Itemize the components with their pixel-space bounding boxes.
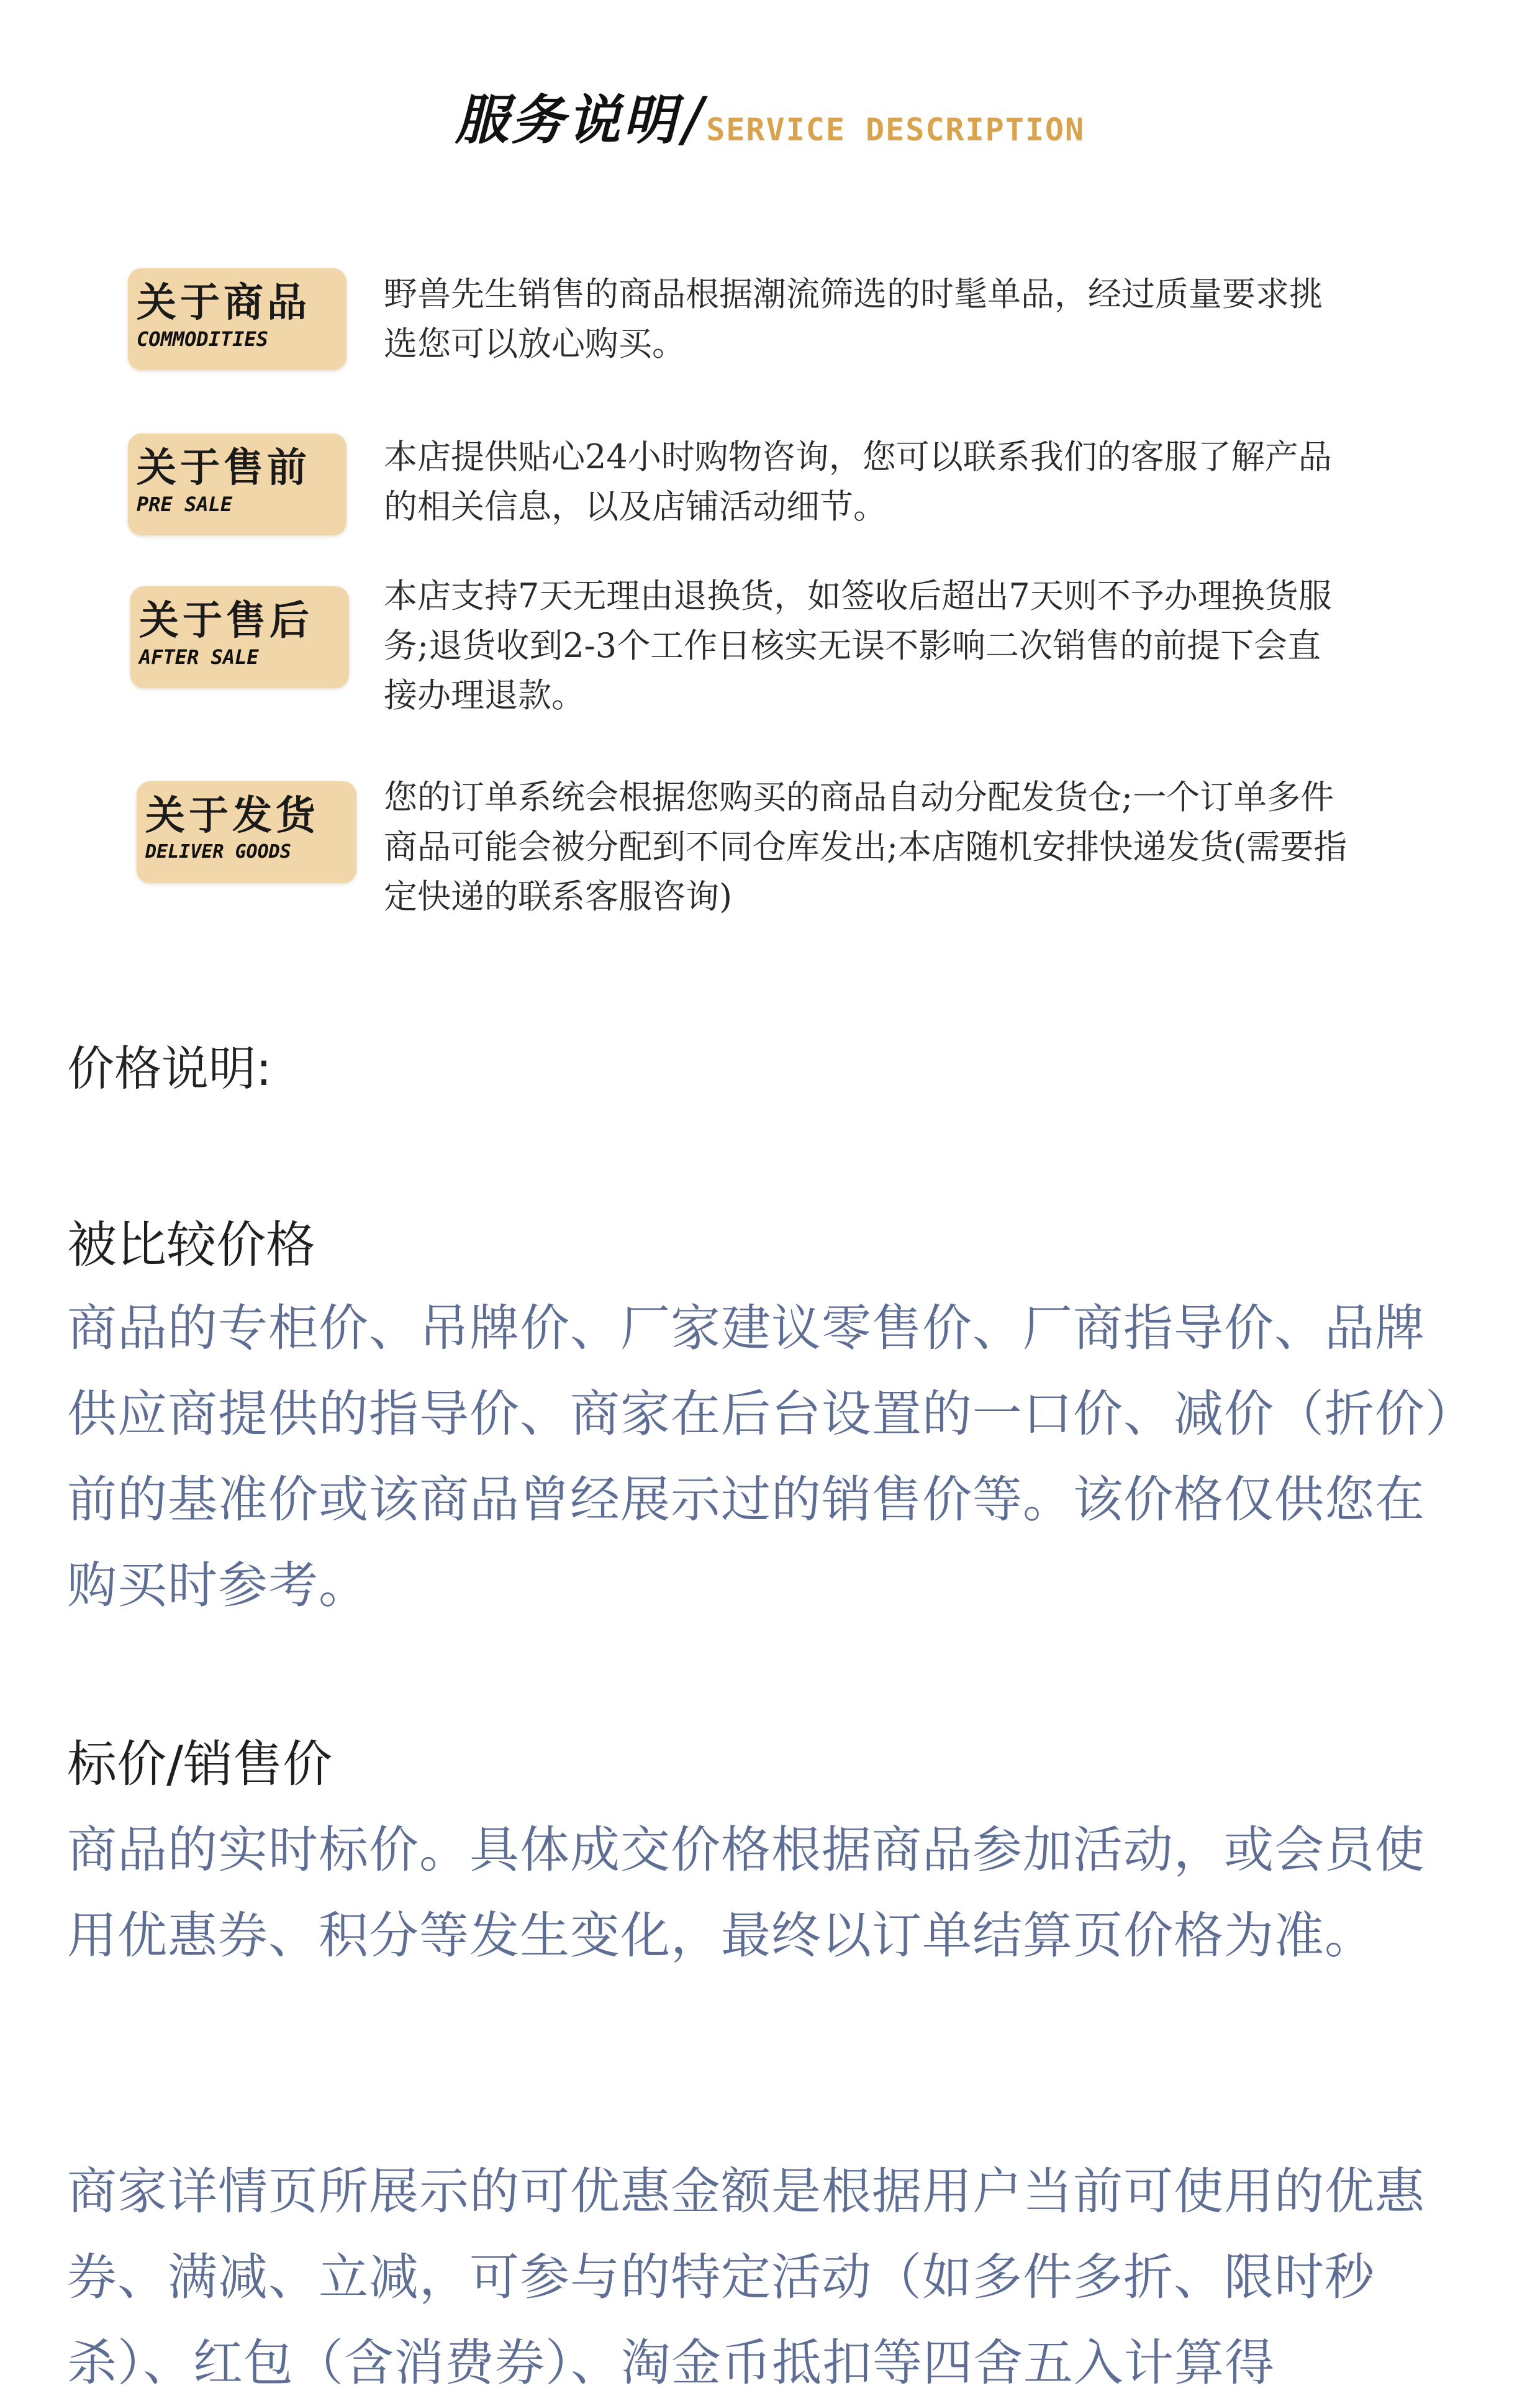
service-text-after-sale: 本店支持7天无理由退换货，如签收后超出7天则不予办理换货服务;退货收到2-3个工作日核实无误不影响二次销售的前提下会直接办理退款。 (384, 576, 1332, 715)
header-title-en: SERVICE DESCRIPTION (706, 112, 1085, 148)
badge-deliver-goods (137, 781, 356, 883)
service-text-deliver-goods: 您的订单系统会根据您购买的商品自动分配发货仓;一个订单多件商品可能会被分配到不同仓库发出;本店随机安排快递发货(需要指定快递的联系客服咨询) (384, 778, 1348, 916)
list-price-title: 标价/销售价 (67, 1735, 332, 1793)
badge-label-cn: 关于售前 (137, 445, 310, 491)
price-section-title: 价格说明: (67, 1041, 272, 1096)
badge-pre-sale (128, 434, 346, 535)
service-text-pre-sale: 本店提供贴心24小时购物咨询，您可以联系我们的客服了解产品的相关信息，以及店铺活动细节。 (384, 437, 1332, 526)
header-slash: / (682, 84, 703, 154)
badge-label-cn: 关于商品 (137, 279, 310, 326)
badge-label-en: COMMODITIES (137, 327, 268, 351)
service-text-commodities: 野兽先生销售的商品根据潮流筛选的时髦单品，经过质量要求挑选您可以放心购买。 (384, 275, 1323, 363)
discount-amount-text: 商家详情页所展示的可优惠金额是根据用户当前可使用的优惠券、满减、立减，可参与的特定活动（如多件多折、限时秒杀）、红包（含消费券）、淘金币抵扣等四舍五入计算得 (67, 2163, 1425, 2392)
badge-after-sale (130, 586, 349, 688)
compared-price-text: 商品的专柜价、吊牌价、厂家建议零售价、厂商指导价、品牌供应商提供的指导价、商家在后台设置的一口价、减价（折价）前的基准价或该商品曾经展示过的销售价等。该价格仅供您在购买时参考。 (67, 1299, 1451, 1614)
badge-commodities (128, 268, 346, 370)
badge-label-cn: 关于售后 (139, 597, 313, 644)
list-price-text: 商品的实时标价。具体成交价格根据商品参加活动，或会员使用优惠券、积分等发生变化，最终以订单结算页价格为准。 (67, 1821, 1425, 1964)
badge-label-en: PRE SALE (137, 493, 233, 516)
section-header (0, 67, 1540, 154)
compared-price-title: 被比较价格 (67, 1216, 315, 1274)
badge-label-en: DELIVER GOODS (145, 841, 291, 863)
badge-label-cn: 关于发货 (145, 792, 319, 839)
header-title-cn: 服务说明 (455, 89, 679, 152)
badge-label-en: AFTER SALE (139, 645, 259, 669)
